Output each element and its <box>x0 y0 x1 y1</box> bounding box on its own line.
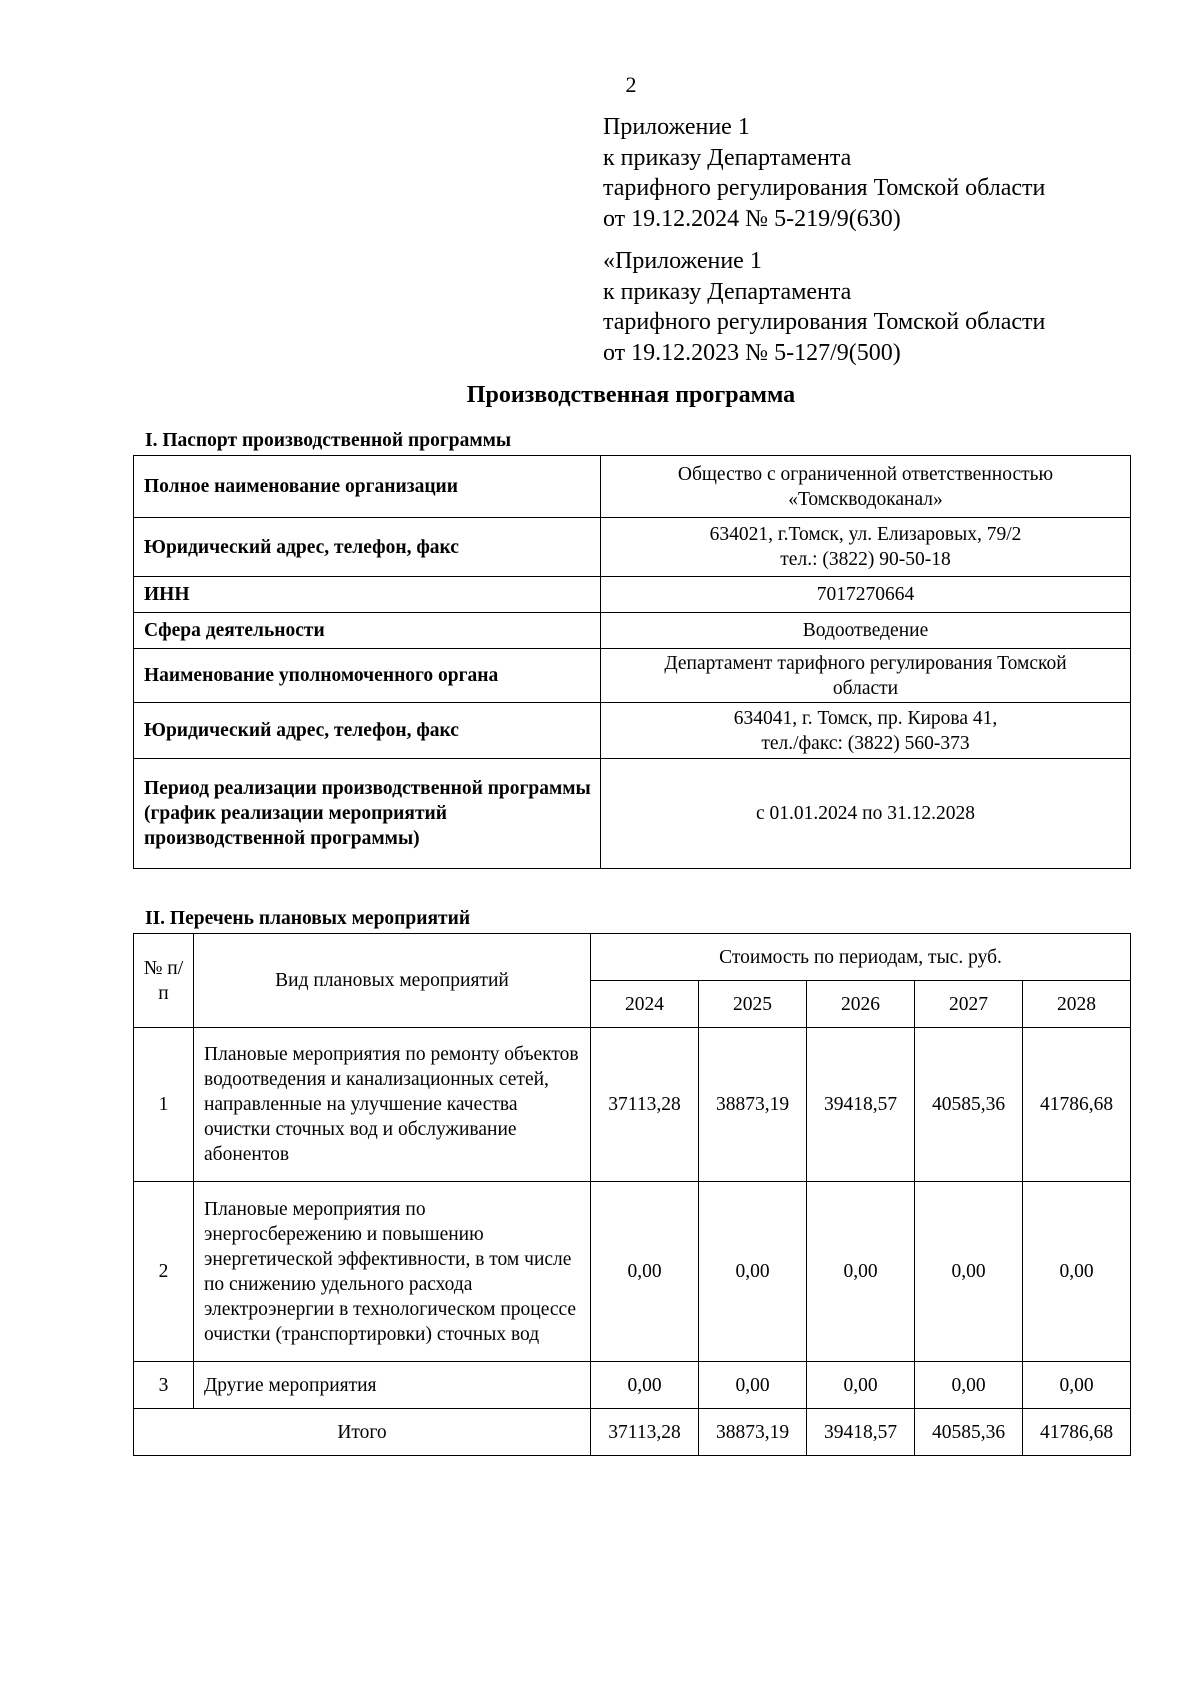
value-line: 7017270664 <box>816 584 915 605</box>
passport-value <box>601 456 1131 518</box>
appendix-line: тарифного регулирования Томской области <box>603 309 1046 335</box>
passport-value <box>601 759 1131 869</box>
passport-label: Наименование уполномоченного органа <box>134 649 601 703</box>
value-line: Общество с ограниченной ответственностью <box>677 463 1054 485</box>
measure-name: Плановые мероприятия по энергосбережению и повышению энергетической эффективности, в том числе по снижению удельного расхода электроэнергии в технологическом процессе очистки (транспортировки) сточных вод <box>194 1182 591 1362</box>
value-line: с 01.01.2024 по 31.12.2028 <box>756 803 975 824</box>
cost-value: 0,00 <box>807 1182 915 1362</box>
cost-value: 41786,68 <box>1023 1028 1131 1182</box>
table-header-row <box>134 934 1131 981</box>
value-line: 634021, г.Томск, ул. Елизаровых, 79/2 <box>709 524 1022 545</box>
appendix-line: от 19.12.2024 № 5-219/9(630) <box>603 205 901 232</box>
total-value: 41786,68 <box>1023 1409 1131 1456</box>
cost-value: 0,00 <box>1023 1362 1131 1409</box>
cost-value: 0,00 <box>915 1182 1023 1362</box>
year-header: 2026 <box>807 981 915 1028</box>
passport-label: Период реализации производственной программы (график реализации мероприятий производственной программы) <box>134 759 601 869</box>
value-line: Водоотведение <box>802 620 929 641</box>
passport-value <box>601 703 1131 759</box>
cost-value: 0,00 <box>699 1362 807 1409</box>
appendix-current-reference <box>603 112 1045 234</box>
measure-name: Плановые мероприятия по ремонту объектов водоотведения и канализационных сетей, направленные на улучшение качества очистки сточных вод и обслуживание абонентов <box>194 1028 591 1182</box>
value-line: тел./факс: (3822) 560-373 <box>761 732 970 754</box>
value-line: «Томскводоканал» <box>788 488 943 510</box>
appendix-line: Приложение 1 <box>603 114 750 140</box>
appendix-line: к приказу Департамента <box>603 144 852 171</box>
passport-label: Юридический адрес, телефон, факс <box>134 703 601 759</box>
column-header-measure: Вид плановых мероприятий <box>194 934 591 1028</box>
table-row <box>134 759 1131 869</box>
passport-table <box>133 455 1131 869</box>
value-line: области <box>832 677 899 699</box>
appendix-line: к приказу Департамента <box>603 278 852 305</box>
year-header: 2027 <box>915 981 1023 1028</box>
value-line: Департамент тарифного регулирования Томской <box>664 652 1067 674</box>
total-value: 39418,57 <box>807 1409 915 1456</box>
table-row <box>134 1028 1131 1182</box>
cost-value: 37113,28 <box>591 1028 699 1182</box>
measures-section-heading: II. Перечень плановых мероприятий <box>145 908 471 929</box>
column-header-number: № п/п <box>134 934 194 1028</box>
table-row <box>134 1182 1131 1362</box>
year-header: 2024 <box>591 981 699 1028</box>
table-row <box>134 518 1131 577</box>
cost-value: 40585,36 <box>915 1028 1023 1182</box>
measure-name: Другие мероприятия <box>194 1362 591 1409</box>
table-row <box>134 456 1131 518</box>
value-line: тел.: (3822) 90-50-18 <box>780 549 951 570</box>
cost-value: 39418,57 <box>807 1028 915 1182</box>
total-row <box>134 1409 1131 1456</box>
document-title: Производственная программа <box>466 382 796 408</box>
year-header: 2025 <box>699 981 807 1028</box>
passport-label: Сфера деятельности <box>134 613 601 649</box>
cost-value: 38873,19 <box>699 1028 807 1182</box>
page-number: 2 <box>625 72 637 97</box>
table-row <box>134 649 1131 703</box>
passport-label: Юридический адрес, телефон, факс <box>134 518 601 577</box>
passport-value <box>601 613 1131 649</box>
table-row <box>134 577 1131 613</box>
table-row <box>134 613 1131 649</box>
row-number: 3 <box>134 1362 194 1409</box>
value-line: 634041, г. Томск, пр. Кирова 41, <box>733 707 998 729</box>
passport-value <box>601 518 1131 577</box>
row-number: 1 <box>134 1028 194 1182</box>
cost-value: 0,00 <box>591 1362 699 1409</box>
table-row <box>134 1362 1131 1409</box>
total-value: 40585,36 <box>915 1409 1023 1456</box>
table-row <box>134 703 1131 759</box>
appendix-line: от 19.12.2023 № 5-127/9(500) <box>603 339 901 366</box>
total-label: Итого <box>134 1409 591 1456</box>
passport-value <box>601 649 1131 703</box>
passport-section-heading: I. Паспорт производственной программы <box>145 430 512 451</box>
cost-value: 0,00 <box>807 1362 915 1409</box>
total-value: 38873,19 <box>699 1409 807 1456</box>
row-number: 2 <box>134 1182 194 1362</box>
cost-value: 0,00 <box>1023 1182 1131 1362</box>
passport-label: ИНН <box>134 577 601 613</box>
appendix-previous-reference <box>603 246 1045 368</box>
column-header-cost: Стоимость по периодам, тыс. руб. <box>591 934 1131 981</box>
cost-value: 0,00 <box>915 1362 1023 1409</box>
passport-value <box>601 577 1131 613</box>
appendix-line: «Приложение 1 <box>603 248 762 274</box>
total-value: 37113,28 <box>591 1409 699 1456</box>
year-header: 2028 <box>1023 981 1131 1028</box>
measures-table <box>133 933 1131 1456</box>
cost-value: 0,00 <box>591 1182 699 1362</box>
cost-value: 0,00 <box>699 1182 807 1362</box>
passport-label: Полное наименование организации <box>134 456 601 518</box>
appendix-line: тарифного регулирования Томской области <box>603 175 1046 201</box>
